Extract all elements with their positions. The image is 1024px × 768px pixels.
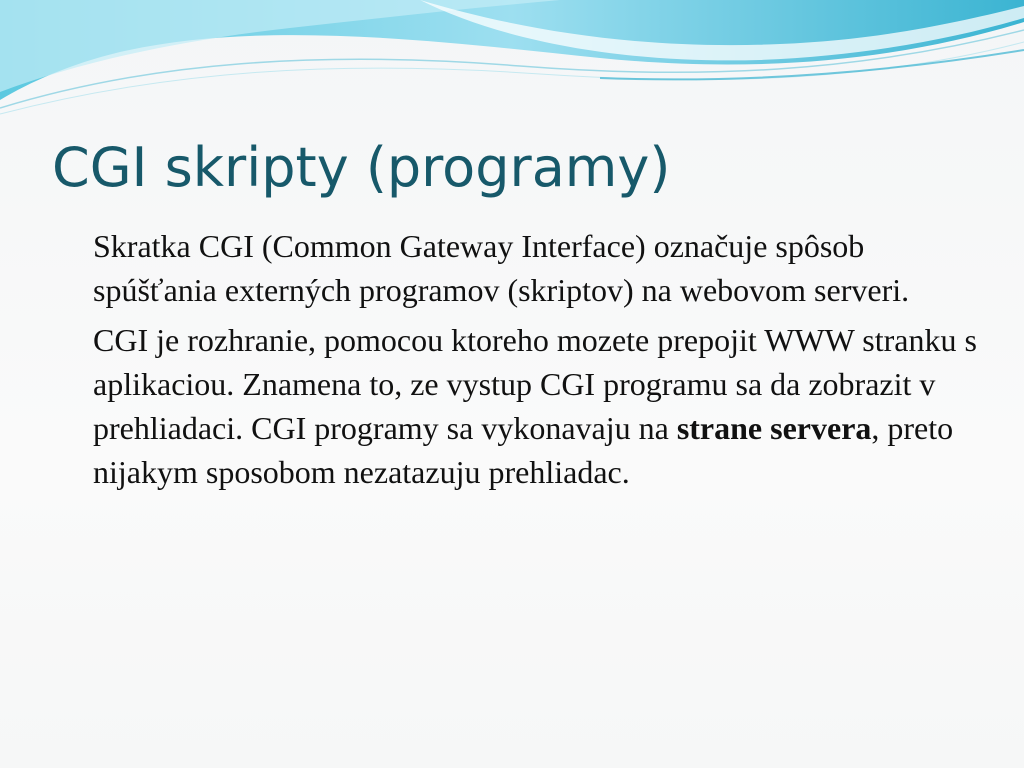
paragraph-text-after: , preto nijakym sposobom nezatazuju prehliadac. [93, 410, 954, 490]
header-wave-decoration [0, 0, 1024, 120]
paragraph-text-before: CGI je rozhranie, pomocou ktoreho mozete prepojit WWW stranku s aplikaciou. Znamena to, ze vystup CGI programu sa da zobrazit v prehliadaci. CGI programy sa vykonavaju na [93, 322, 977, 446]
paragraph-cgi-definition: Skratka CGI (Common Gateway Interface) označuje spôsob spúšťania externých programov (skriptov) na webovom serveri. [93, 228, 910, 308]
paragraph-cgi-interface [93, 318, 993, 494]
emphasis-server-side: strane servera [676, 410, 872, 446]
slide-title: CGI skripty (programy) [52, 136, 671, 199]
slide-body [93, 224, 993, 500]
